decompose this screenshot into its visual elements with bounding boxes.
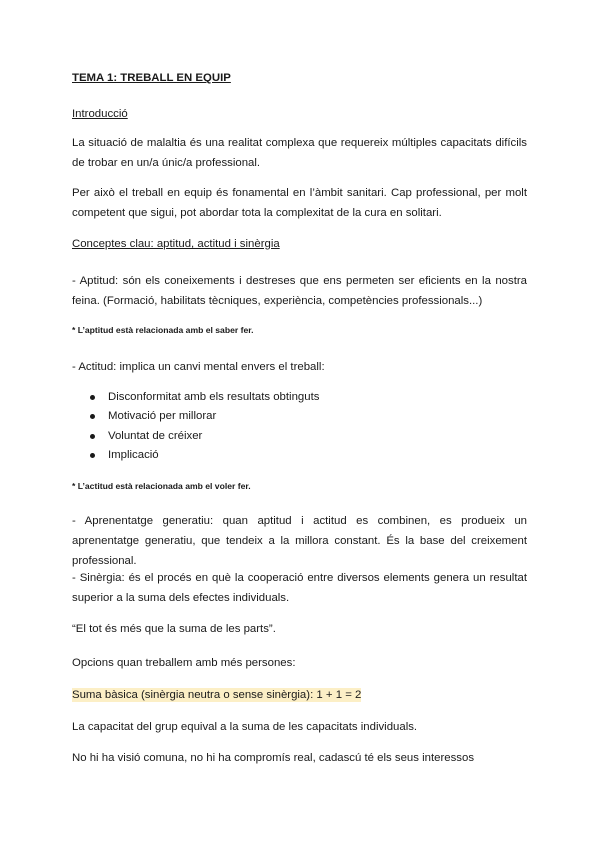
paragraph-sinergia: - Sinèrgia: és el procés en què la cooperació entre diversos elements genera un resultat superior a la suma dels efectes individuals.: [72, 572, 527, 604]
options-heading: Opcions quan treballem amb més persones:: [72, 657, 296, 669]
paragraph-intro-2: Per això el treball en equip és fonamental en l’àmbit sanitari. Cap professional, per molt competent que sigui, pot abordar tota la complexitat de la cura en solitari.: [72, 187, 527, 219]
section-heading-introduccio: Introducció: [72, 108, 128, 120]
bullet-icon: [90, 453, 95, 458]
quote: “El tot és més que la suma de les parts”.: [72, 623, 276, 635]
bullet-icon: [90, 414, 95, 419]
note-aptitud: * L’aptitud està relacionada amb el saber fer.: [72, 325, 254, 335]
paragraph-intro-1: La situació de malaltia és una realitat complexa que requereix múltiples capacitats difícils de trobar en un/a únic/a professional.: [72, 137, 527, 169]
bullet-icon: [90, 395, 95, 400]
paragraph-suma-desc: La capacitat del grup equival a la suma de les capacitats individuals.: [72, 721, 418, 733]
list-item: Motivació per millorar: [72, 407, 319, 426]
list-item: Implicació: [72, 446, 319, 465]
bullet-icon: [90, 434, 95, 439]
list-item: Voluntat de créixer: [72, 427, 319, 446]
section-heading-conceptes: Conceptes clau: aptitud, actitud i sinèrgia: [72, 238, 280, 250]
paragraph-aptitud: - Aptitud: són els coneixements i destreses que ens permeten ser eficients en la nostra feina. (Formació, habilitats tècniques, experiència, competències professionals...): [72, 275, 527, 307]
actitud-list: [72, 388, 319, 465]
note-actitud: * L’actitud està relacionada amb el voler fer.: [72, 481, 251, 491]
document-title: TEMA 1: TREBALL EN EQUIP: [72, 72, 231, 84]
paragraph-actitud: - Actitud: implica un canvi mental envers el treball:: [72, 361, 325, 373]
highlight-suma-basica: [72, 685, 361, 705]
list-item: Disconformitat amb els resultats obtinguts: [72, 388, 319, 407]
paragraph-aprenentatge: - Aprenentatge generatiu: quan aptitud i actitud es combinen, es produeix un aprenentatge generatiu, que tendeix a la millora constant. És la base del creixement professional.: [72, 515, 527, 567]
paragraph-suma-desc-2: No hi ha visió comuna, no hi ha compromís real, cadascú té els seus interessos: [72, 752, 475, 764]
highlighted-text: Suma bàsica (sinèrgia neutra o sense sinèrgia): 1 + 1 = 2: [72, 689, 362, 701]
